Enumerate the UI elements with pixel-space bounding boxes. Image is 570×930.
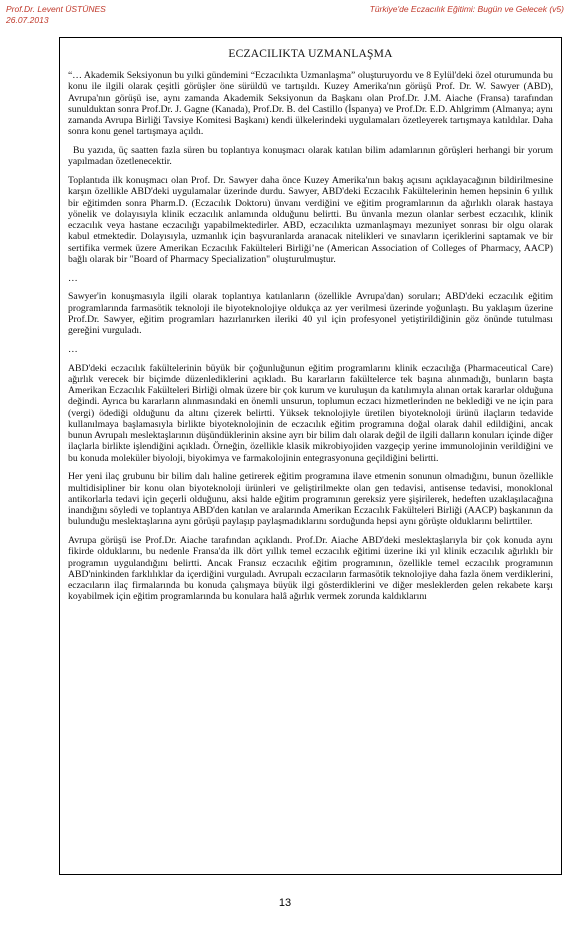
paragraph-5: ABD'deki eczacılık fakültelerinin büyük bir çoğunluğunun eğitim programlarını klinik eczacılığa (Pharmaceutical Care) ağırlık verecek bir biçimde düzenlediklerini açıkladı. Bu kararların fakültelerce tek başına alınmadığı, bunların başta Amerikan Eczacılık Fakülteleri Birliği olmak üzere bir çok kurum ve kuruluşun da katılımıyla alınan ortak kararlar olduğuna değindi. Ayrıca bu kararların alınmasındaki en önemli unsurun, toplumun eczacı hizmetlerinden ne beklediği ve ne için para (vergi) ödediği olduğunu da altını çizerek belirtti. Yüksek teknolojiyle üretilen biyoteknoloji ürünü ilaçların tedavide kullanılmaya başlamasıyla birlikte biyoteknolojinin de eczacılık eğitim programına doğal olarak dahil edildiğini, ancak bunun Avrupalı meslektaşlarının düşündüklerinin aksine ayrı bir bilim dalı olarak değil de ilgili dalların konuları içinde diğer ilaçlarla birlikte işlendiğini açıkladı. Örneğin, özellikle klasik mikrobiyojiden vazgeçip yerine immunolojinin verildiğini ve bu konuda moleküler biyoloji, biyokimya ve farmakolojinin entegrasyonuna geçildiğini belirtti. [68, 362, 553, 464]
article-frame [59, 37, 562, 875]
ellipsis-1: … [68, 272, 78, 284]
page-header [0, 4, 570, 28]
header-doc-title: Türkiye'de Eczacılık Eğitimi: Bugün ve Gelecek (v5) [369, 4, 564, 14]
paragraph-1: “… Akademik Seksiyonun bu yılki gündemini “Eczacılıkta Uzmanlaşma” oluşturuyordu ve 8 Eylül'deki özel oturumunda bu konu ile ilgili olarak çeşitli görüşler öne sürüldü ve tartışıldı. Kuzey Amerika'nın görüşü Prof. Dr. W. Sawyer (ABD), Avrupa'nın görüşü ise, aynı zamanda Akademik Seksiyonun da Başkanı olan Prof.Dr. J.M. Aiache (Fransa) tarafından sunulduktan sonra Prof.Dr. J. Gagne (Kanada), Prof.Dr. B. del Castillo (İspanya) ve Prof.Dr. E.D. Ahlgrimm (Almanya; aynı zamanda Avrupa Birliği Tavsiye Komitesi Başkanı) kendi ülkelerindeki uygulamaları özetleyerek tartışmaya katıldılar. Daha sonra konu genel tartışmaya açıldı. [68, 70, 553, 138]
paragraph-2: Bu yazıda, üç saatten fazla süren bu toplantıya konuşmacı olarak katılan bilim adamlarının görüşleri herhangi bir yorum yapılmadan özetlenecektir. [68, 145, 553, 168]
header-author: Prof.Dr. Levent ÜSTÜNES [6, 4, 106, 14]
paragraph-6: Her yeni ilaç grubunu bir bilim dalı haline getirerek eğitim programına ilave etmenin sonunun olmadığını, bunun özellikle multidisipliner bir konu olan biyoteknoloji ürünleri ve geliştirilmekte olan gen tedavisi, antisense tedavisi, monoklonal antikorlarla tedavi için geçerli olduğunu, aksi halde eğitim programının gereksiz yere şişirilerek, hedeften uzaklaşılacağına inandığını söyledi ve toplantıya ABD'den katılan ve aralarında Amerikan Eczacılık Fakülteleri Birliği (AACP) başkanının da bulunduğu meslektaşlarına aynı görüşü paylaşıp paylaşmadıklarını sorduğunda hepsi aynı görüşte olduklarını belirttiler. [68, 471, 553, 528]
header-left [6, 4, 106, 26]
paragraph-7: Avrupa görüşü ise Prof.Dr. Aiache tarafından açıklandı. Prof.Dr. Aiache ABD'deki meslektaşlarıyla bir çok konuda aynı fikirde olduklarını, bu nedenle Fransa'da ilk dört yıllık temel eczacılık eğitimi üzerine iki yıl klinik eczacılık ağırlıklı bir programın uygulandığını belirtti. Ancak Fransız eczacılık eğitim programının, özellikle temel eczacılık programının ABD'ninkinden farklılıklar da içerdiğini vurguladı. Avrupalı eczacıların farmasötik teknolojiye daha fazla önem verdiklerini, eczacıların ilaç firmalarında bu konuda çalışmaya büyük ilgi gösterdiklerini ve diğer mesleklerden gelen rekabete karşı koyabilmek için eğitim programlarında bu konulara halâ ağırlık vermek zorunda kaldıklarını [68, 535, 553, 603]
paragraph-3: Toplantıda ilk konuşmacı olan Prof. Dr. Sawyer daha önce Kuzey Amerika'nın bakış açısını açıklayacağının bildirilmesine karşın özellikle ABD'deki uygulamalar üzerinde durdu. Sawyer, ABD'deki Eczacılık Fakültelerinin hemen hepsinin 6 yıllık bir eğitimden sonra Pharm.D. (Eczacılık Doktoru) ünvanı verdiğini ve eğitim programlarının da ağırlıklı olarak hastaya yönelik ve dolayısıyla klinik eczacılık anlamında olduğunu belirtti. Bu ünvanla mezun olanlar serbest eczacılık, klinik eczacılık veya hastane eczacılığı yapabilmektedirler. ABD, eczacılıkta uzmanlaşmayı mezuniyet sonrası bir olgu olarak kabul etmektedir. Dolayısıyla, uzmanlık için başvuranlarda aranacak nitelikleri ve sınavların içeriklerini saptamak ve bir sertifika vermek üzere Amerikan Eczacılık Fakülteleri Birliği’ne (American Association of Colleges of Pharmacy, AACP) bağlı olarak bir "Board of Pharmacy Specialization" oluşturulmuştur. [68, 175, 553, 265]
header-date: 26.07.2013 [6, 15, 49, 25]
ellipsis-2: … [68, 343, 78, 355]
paragraph-4: Sawyer'in konuşmasıyla ilgili olarak toplantıya katılanların (özellikle Avrupa'dan) soruları; ABD'deki eczacılık eğitim programlarında farmasötik teknoloji ile biyoteknolojiye oldukça az yer verilmesi üzerinde yoğunlaştı. Bu yaklaşım üzerine Prof.Dr. Sawyer, eğitim programları hazırlanırken ileriki 40 yıl için profesyonel yetiştirildiğinin göz önünde tutulması gereğini vurguladı. [68, 291, 553, 336]
article-title: ECZACILIKTA UZMANLAŞMA [228, 48, 393, 60]
page-number: 13 [278, 897, 292, 909]
